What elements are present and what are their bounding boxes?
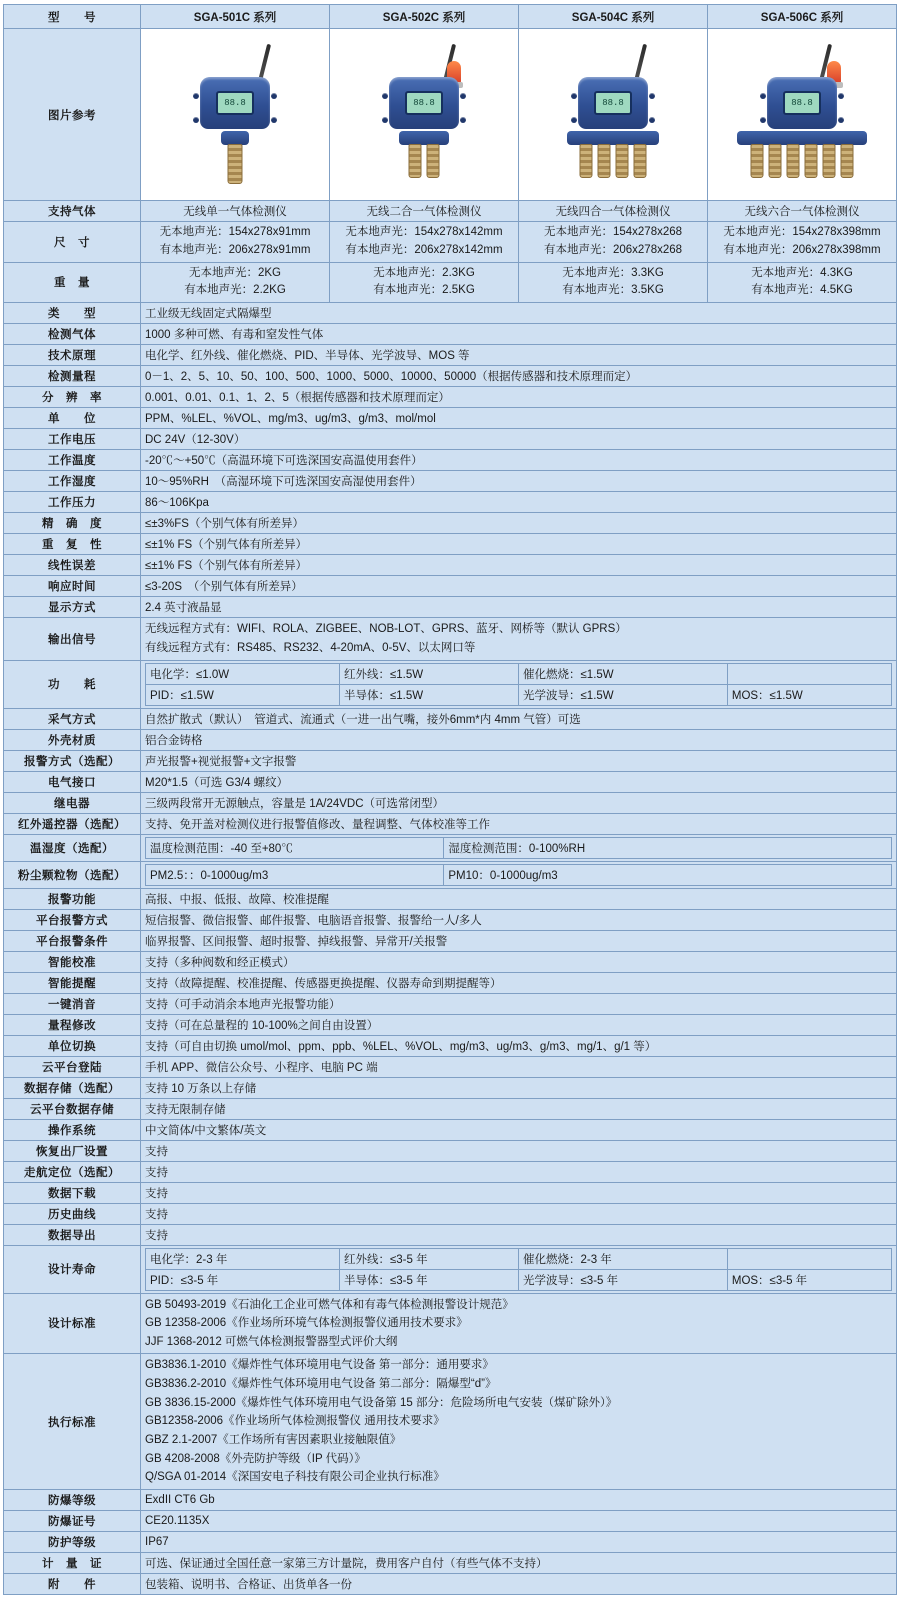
row-cloud-storage bbox=[4, 1098, 897, 1119]
exec-standard-line-3: GB 3836.15-2000《爆炸性气体环境用电气设备第 15 部分：危险场所电气安装（煤矿除外）》 bbox=[145, 1396, 618, 1409]
output-signal-line-1: 无线远程方式有：WIFI、ROLA、ZIGBEE、NOB-LOT、GPRS、蓝牙、网桥等（默认 GPRS） bbox=[145, 623, 627, 636]
row-relay-value: 三级两段常开无源触点，容量是 1A/24VDC（可选常闭型） bbox=[141, 792, 897, 813]
row-ir-remote bbox=[4, 813, 897, 834]
row-one-key-mute-value: 支持（可手动消余本地声光报警功能） bbox=[141, 993, 897, 1014]
row-unit bbox=[4, 408, 897, 429]
row-ex-cert-no-value: CE20.1135X bbox=[141, 1510, 897, 1531]
row-ex-grade-label: 防爆等级 bbox=[4, 1489, 141, 1510]
row-platform-alarm-condition-value: 临界报警、区间报警、超时报警、掉线报警、异常开/关报警 bbox=[141, 930, 897, 951]
row-dust bbox=[4, 861, 897, 888]
model-header-3: SGA-504C 系列 bbox=[519, 5, 708, 29]
temp-range: 温度检测范围：-40 至+80℃ bbox=[146, 837, 444, 858]
row-unit-switch bbox=[4, 1035, 897, 1056]
support-gas-value-1: 无线单一气体检测仪 bbox=[141, 201, 330, 222]
row-platform-alarm-condition bbox=[4, 930, 897, 951]
specification-table bbox=[3, 4, 897, 1595]
row-data-download-value: 支持 bbox=[141, 1182, 897, 1203]
row-data-download-label: 数据下载 bbox=[4, 1182, 141, 1203]
row-accuracy bbox=[4, 513, 897, 534]
row-design-standard bbox=[4, 1293, 897, 1354]
size-value-2 bbox=[330, 222, 519, 263]
model-header-1: SGA-501C 系列 bbox=[141, 5, 330, 29]
support-gas-value-3: 无线四合一气体检测仪 bbox=[519, 201, 708, 222]
row-detect-gas bbox=[4, 324, 897, 345]
design-life-cell-0-1: 红外线：≤3-5 年 bbox=[339, 1248, 518, 1269]
support-gas-value-2: 无线二合一气体检测仪 bbox=[330, 201, 519, 222]
row-platform-alarm-method-value: 短信报警、微信报警、邮件报警、电脑语音报警、报警给一人/多人 bbox=[141, 909, 897, 930]
product-image-cell-1 bbox=[141, 29, 330, 201]
row-metering-cert-label: 计 量 证 bbox=[4, 1552, 141, 1573]
support-gas-row bbox=[4, 201, 897, 222]
weight-value-1-line1: 无本地声光：2KG bbox=[188, 266, 281, 279]
row-display-label: 显示方式 bbox=[4, 597, 141, 618]
row-electrical-interface bbox=[4, 771, 897, 792]
row-voltage bbox=[4, 429, 897, 450]
power-cell-1-0: PID：≤1.5W bbox=[146, 684, 340, 705]
row-output-signal bbox=[4, 618, 897, 660]
row-type bbox=[4, 303, 897, 324]
size-value-2-line2: 有本地声光：206x278x142mm bbox=[345, 243, 503, 256]
row-mobile-positioning bbox=[4, 1161, 897, 1182]
row-accessories-label: 附 件 bbox=[4, 1573, 141, 1594]
row-range-value: 0－1、2、5、10、50、100、500、1000、5000、10000、50000（根据传感器和技术原理而定） bbox=[141, 366, 897, 387]
size-value-1 bbox=[141, 222, 330, 263]
weight-value-2-line1: 无本地声光：2.3KG bbox=[373, 266, 475, 279]
size-value-3-line1: 无本地声光：154x278x268 bbox=[543, 226, 683, 238]
row-detect-gas-value: 1000 多种可燃、有毒和窒发性气体 bbox=[141, 324, 897, 345]
weight-value-1-line2: 有本地声光：2.2KG bbox=[184, 284, 286, 297]
row-dust-value bbox=[141, 861, 897, 888]
row-range bbox=[4, 366, 897, 387]
row-ex-grade bbox=[4, 1489, 897, 1510]
row-data-export-label: 数据导出 bbox=[4, 1224, 141, 1245]
row-ip-grade-value: IP67 bbox=[141, 1531, 897, 1552]
row-display-value: 2.4 英寸液晶显 bbox=[141, 597, 897, 618]
row-voltage-value: DC 24V（12-30V） bbox=[141, 429, 897, 450]
row-accessories bbox=[4, 1573, 897, 1594]
row-cloud-login bbox=[4, 1056, 897, 1077]
row-alarm-function-value: 高报、中报、低报、故障、校准提醒 bbox=[141, 888, 897, 909]
row-accuracy-value: ≤±3%FS（个别气体有所差异） bbox=[141, 513, 897, 534]
row-temp-humidity bbox=[4, 834, 897, 861]
row-operating-system-label: 操作系统 bbox=[4, 1119, 141, 1140]
row-ip-grade bbox=[4, 1531, 897, 1552]
row-output-signal-value bbox=[141, 618, 897, 660]
weight-value-4-line1: 无本地声光：4.3KG bbox=[751, 266, 853, 279]
row-design-standard-value bbox=[141, 1293, 897, 1354]
row-exec-standard bbox=[4, 1354, 897, 1489]
exec-standard-line-4: GB12358-2006《作业场所气体检测报警仪 通用技术要求》 bbox=[145, 1415, 445, 1428]
four-in-one-gas-detector-illustration: 88.8 bbox=[523, 31, 703, 198]
support-gas-label: 支持气体 bbox=[4, 201, 141, 222]
row-data-export bbox=[4, 1224, 897, 1245]
exec-standard-line-5: GBZ 2.1-2007《工作场所有害因素职业接触限值》 bbox=[145, 1433, 402, 1446]
row-repeatability-label: 重 复 性 bbox=[4, 534, 141, 555]
row-alarm-function bbox=[4, 888, 897, 909]
size-label: 尺 寸 bbox=[4, 222, 141, 263]
six-in-one-gas-detector-illustration: 88.8 bbox=[712, 31, 892, 198]
row-range-label: 检测量程 bbox=[4, 366, 141, 387]
two-in-one-gas-detector-illustration: 88.8 bbox=[334, 31, 514, 198]
design-life-cell-1-2: 光学波导：≤3-5 年 bbox=[518, 1269, 727, 1290]
row-mobile-positioning-label: 走航定位（选配） bbox=[4, 1161, 141, 1182]
row-resolution bbox=[4, 387, 897, 408]
design-standard-line-3: JJF 1368-2012 可燃气体检测报警器型式评价大纲 bbox=[145, 1335, 398, 1348]
row-metering-cert bbox=[4, 1552, 897, 1573]
row-electrical-interface-label: 电气接口 bbox=[4, 771, 141, 792]
row-temp-humidity-value bbox=[141, 834, 897, 861]
weight-value-2-line2: 有本地声光：2.5KG bbox=[373, 284, 475, 297]
row-relay bbox=[4, 792, 897, 813]
power-cell-0-1: 红外线：≤1.5W bbox=[339, 663, 518, 684]
row-history-curve-label: 历史曲线 bbox=[4, 1203, 141, 1224]
row-platform-alarm-method-label: 平台报警方式 bbox=[4, 909, 141, 930]
row-mobile-positioning-value: 支持 bbox=[141, 1161, 897, 1182]
row-tech-principle-value: 电化学、红外线、催化燃烧、PID、半导体、光学波导、MOS 等 bbox=[141, 345, 897, 366]
row-factory-reset-value: 支持 bbox=[141, 1140, 897, 1161]
row-cloud-login-value: 手机 APP、微信公众号、小程序、电脑 PC 端 bbox=[141, 1056, 897, 1077]
row-work-pressure-value: 86～106Kpa bbox=[141, 492, 897, 513]
exec-standard-line-6: GB 4208-2008《外壳防护等级（IP 代码）》 bbox=[145, 1452, 366, 1465]
weight-label: 重 量 bbox=[4, 262, 141, 303]
row-alarm-method bbox=[4, 750, 897, 771]
row-repeatability bbox=[4, 534, 897, 555]
row-one-key-mute bbox=[4, 993, 897, 1014]
exec-standard-line-2: GB3836.2-2010《爆炸性气体环境用电气设备 第二部分：隔爆型“d”》 bbox=[145, 1378, 497, 1390]
row-sampling bbox=[4, 708, 897, 729]
row-linearity bbox=[4, 555, 897, 576]
row-cloud-login-label: 云平台登陆 bbox=[4, 1056, 141, 1077]
row-design-life-value bbox=[141, 1245, 897, 1293]
row-unit-switch-label: 单位切换 bbox=[4, 1035, 141, 1056]
image-reference-label: 图片参考 bbox=[4, 29, 141, 201]
row-cloud-storage-label: 云平台数据存储 bbox=[4, 1098, 141, 1119]
size-value-1-line2: 有本地声光：206x278x91mm bbox=[159, 243, 311, 256]
row-alarm-method-value: 声光报警+视觉报警+文字报警 bbox=[141, 750, 897, 771]
row-range-modify-label: 量程修改 bbox=[4, 1014, 141, 1035]
model-header-2: SGA-502C 系列 bbox=[330, 5, 519, 29]
row-output-signal-label: 输出信号 bbox=[4, 618, 141, 660]
product-image-cell-3 bbox=[519, 29, 708, 201]
exec-standard-line-1: GB3836.1-2010《爆炸性气体环境用电气设备 第一部分：通用要求》 bbox=[145, 1359, 494, 1372]
row-response-time bbox=[4, 576, 897, 597]
row-factory-reset-label: 恢复出厂设置 bbox=[4, 1140, 141, 1161]
design-life-cell-0-2: 催化燃烧：2-3 年 bbox=[518, 1248, 727, 1269]
header-label: 型 号 bbox=[4, 5, 141, 29]
row-unit-value: PPM、%LEL、%VOL、mg/m3、ug/m3、g/m3、mol/mol bbox=[141, 408, 897, 429]
humidity-range: 湿度检测范围：0-100%RH bbox=[444, 837, 892, 858]
row-history-curve-value: 支持 bbox=[141, 1203, 897, 1224]
row-ir-remote-value: 支持、免开盖对检测仪进行报警值修改、量程调整、气体校准等工作 bbox=[141, 813, 897, 834]
design-life-cell-1-1: 半导体：≤3-5 年 bbox=[339, 1269, 518, 1290]
row-housing-value: 铝合金铸格 bbox=[141, 729, 897, 750]
row-metering-cert-value: 可选、保证通过全国任意一家第三方计量院，费用客户自付（有些气体不支持） bbox=[141, 1552, 897, 1573]
size-row bbox=[4, 222, 897, 263]
exec-standard-line-7: Q/SGA 01-2014《深国安电子科技有限公司企业执行标准》 bbox=[145, 1471, 445, 1484]
row-dust-label: 粉尘颗粒物（选配） bbox=[4, 861, 141, 888]
size-value-4-line2: 有本地声光：206x278x398mm bbox=[723, 243, 881, 256]
size-value-2-line1: 无本地声光：154x278x142mm bbox=[345, 226, 503, 238]
row-work-pressure-label: 工作压力 bbox=[4, 492, 141, 513]
row-detect-gas-label: 检测气体 bbox=[4, 324, 141, 345]
row-unit-switch-value: 支持（可自由切换 umol/mol、ppm、ppb、%LEL、%VOL、mg/m3、ug/m3、g/m3、mg/1、g/1 等） bbox=[141, 1035, 897, 1056]
row-display bbox=[4, 597, 897, 618]
row-smart-calibration-label: 智能校准 bbox=[4, 951, 141, 972]
row-voltage-label: 工作电压 bbox=[4, 429, 141, 450]
row-response-time-label: 响应时间 bbox=[4, 576, 141, 597]
row-accuracy-label: 精 确 度 bbox=[4, 513, 141, 534]
row-work-temp-label: 工作温度 bbox=[4, 450, 141, 471]
row-ex-cert-no-label: 防爆证号 bbox=[4, 1510, 141, 1531]
row-design-standard-label: 设计标准 bbox=[4, 1293, 141, 1354]
power-cell-1-2: 光学波导：≤1.5W bbox=[518, 684, 727, 705]
row-type-label: 类 型 bbox=[4, 303, 141, 324]
row-power bbox=[4, 660, 897, 708]
design-standard-line-1: GB 50493-2019《石油化工企业可燃气体和有毒气体检测报警设计规范》 bbox=[145, 1298, 514, 1311]
size-value-3-line2: 有本地声光：206x278x268 bbox=[543, 243, 683, 256]
row-platform-alarm-condition-label: 平台报警条件 bbox=[4, 930, 141, 951]
row-history-curve bbox=[4, 1203, 897, 1224]
pm25-range: PM2.5：：0-1000ug/m3 bbox=[146, 864, 444, 885]
pm10-range: PM10：0-1000ug/m3 bbox=[444, 864, 892, 885]
row-electrical-interface-value: M20*1.5（可选 G3/4 螺纹） bbox=[141, 771, 897, 792]
row-smart-reminder bbox=[4, 972, 897, 993]
row-data-export-value: 支持 bbox=[141, 1224, 897, 1245]
row-ir-remote-label: 红外遥控器（选配） bbox=[4, 813, 141, 834]
power-cell-0-2: 催化燃烧：≤1.5W bbox=[518, 663, 727, 684]
row-tech-principle-label: 技术原理 bbox=[4, 345, 141, 366]
row-work-humidity-value: 10～95%RH （高湿环境下可选深国安高湿使用套件） bbox=[141, 471, 897, 492]
row-resolution-value: 0.001、0.01、0.1、1、2、5（根据传感器和技术原理而定） bbox=[141, 387, 897, 408]
row-operating-system-value: 中文简体/中文繁体/英文 bbox=[141, 1119, 897, 1140]
row-one-key-mute-label: 一键消音 bbox=[4, 993, 141, 1014]
table-header-row bbox=[4, 5, 897, 29]
row-range-modify-value: 支持（可在总量程的 10-100%之间自由设置） bbox=[141, 1014, 897, 1035]
row-smart-reminder-value: 支持（故障提醒、校准提醒、传感器更换提醒、仪器寿命到期提醒等） bbox=[141, 972, 897, 993]
row-exec-standard-label: 执行标准 bbox=[4, 1354, 141, 1489]
weight-value-3 bbox=[519, 262, 708, 303]
weight-value-2 bbox=[330, 262, 519, 303]
design-standard-line-2: GB 12358-2006《作业场所环境气体检测报警仪通用技术要求》 bbox=[145, 1317, 468, 1330]
row-power-label: 功 耗 bbox=[4, 660, 141, 708]
output-signal-line-2: 有线远程方式有：RS485、RS232、4-20mA、0-5V、以太网口等 bbox=[145, 641, 476, 654]
row-data-storage-label: 数据存储（选配） bbox=[4, 1077, 141, 1098]
row-housing-label: 外壳材质 bbox=[4, 729, 141, 750]
product-image-cell-4 bbox=[708, 29, 897, 201]
row-ip-grade-label: 防护等级 bbox=[4, 1531, 141, 1552]
size-value-4 bbox=[708, 222, 897, 263]
row-sampling-value: 自然扩散式（默认） 管道式、流通式（一进一出气嘴，接外6mm*内 4mm 气管）可选 bbox=[141, 708, 897, 729]
design-life-cell-1-3: MOS：≤3-5 年 bbox=[727, 1269, 891, 1290]
design-life-cell-0-0: 电化学：2-3 年 bbox=[146, 1248, 340, 1269]
size-value-1-line1: 无本地声光：154x278x91mm bbox=[159, 226, 311, 238]
row-sampling-label: 采气方式 bbox=[4, 708, 141, 729]
row-work-temp-value: -20℃～+50℃（高温环境下可选深国安高温使用套件） bbox=[141, 450, 897, 471]
row-cloud-storage-value: 支持无限制存储 bbox=[141, 1098, 897, 1119]
weight-row bbox=[4, 262, 897, 303]
row-work-humidity-label: 工作湿度 bbox=[4, 471, 141, 492]
weight-value-3-line1: 无本地声光：3.3KG bbox=[562, 266, 664, 279]
row-range-modify bbox=[4, 1014, 897, 1035]
row-data-storage bbox=[4, 1077, 897, 1098]
image-reference-row bbox=[4, 29, 897, 201]
row-platform-alarm-method bbox=[4, 909, 897, 930]
row-resolution-label: 分 辨 率 bbox=[4, 387, 141, 408]
row-smart-calibration-value: 支持（多种阀数和经正模式） bbox=[141, 951, 897, 972]
row-response-time-value: ≤3-20S （个别气体有所差异） bbox=[141, 576, 897, 597]
row-data-storage-value: 支持 10 万条以上存储 bbox=[141, 1077, 897, 1098]
row-ex-cert-no bbox=[4, 1510, 897, 1531]
weight-value-3-line2: 有本地声光：3.5KG bbox=[562, 284, 664, 297]
row-power-value bbox=[141, 660, 897, 708]
design-life-cell-0-3 bbox=[727, 1248, 891, 1269]
row-work-temp bbox=[4, 450, 897, 471]
product-image-cell-2 bbox=[330, 29, 519, 201]
row-linearity-label: 线性误差 bbox=[4, 555, 141, 576]
row-linearity-value: ≤±1% FS（个别气体有所差异） bbox=[141, 555, 897, 576]
row-repeatability-value: ≤±1% FS（个别气体有所差异） bbox=[141, 534, 897, 555]
row-work-humidity bbox=[4, 471, 897, 492]
row-alarm-function-label: 报警功能 bbox=[4, 888, 141, 909]
row-relay-label: 继电器 bbox=[4, 792, 141, 813]
row-alarm-method-label: 报警方式（选配） bbox=[4, 750, 141, 771]
row-type-value: 工业级无线固定式隔爆型 bbox=[141, 303, 897, 324]
power-cell-0-0: 电化学：≤1.0W bbox=[146, 663, 340, 684]
weight-value-4-line2: 有本地声光：4.5KG bbox=[751, 284, 853, 297]
row-accessories-value: 包装箱、说明书、合格证、出货单各一份 bbox=[141, 1573, 897, 1594]
support-gas-value-4: 无线六合一气体检测仪 bbox=[708, 201, 897, 222]
weight-value-4 bbox=[708, 262, 897, 303]
model-header-4: SGA-506C 系列 bbox=[708, 5, 897, 29]
row-housing bbox=[4, 729, 897, 750]
single-gas-detector-illustration: 88.8 bbox=[145, 31, 325, 198]
row-exec-standard-value bbox=[141, 1354, 897, 1489]
weight-value-1 bbox=[141, 262, 330, 303]
row-operating-system bbox=[4, 1119, 897, 1140]
row-design-life-label: 设计寿命 bbox=[4, 1245, 141, 1293]
size-value-4-line1: 无本地声光：154x278x398mm bbox=[723, 226, 881, 238]
row-unit-label: 单 位 bbox=[4, 408, 141, 429]
row-design-life bbox=[4, 1245, 897, 1293]
design-life-cell-1-0: PID：≤3-5 年 bbox=[146, 1269, 340, 1290]
power-cell-1-3: MOS：≤1.5W bbox=[727, 684, 891, 705]
size-value-3 bbox=[519, 222, 708, 263]
row-data-download bbox=[4, 1182, 897, 1203]
row-ex-grade-value: ExdII CT6 Gb bbox=[141, 1489, 897, 1510]
row-factory-reset bbox=[4, 1140, 897, 1161]
power-cell-1-1: 半导体：≤1.5W bbox=[339, 684, 518, 705]
row-work-pressure bbox=[4, 492, 897, 513]
row-smart-reminder-label: 智能提醒 bbox=[4, 972, 141, 993]
row-tech-principle bbox=[4, 345, 897, 366]
row-temp-humidity-label: 温湿度（选配） bbox=[4, 834, 141, 861]
row-smart-calibration bbox=[4, 951, 897, 972]
power-cell-0-3 bbox=[727, 663, 891, 684]
